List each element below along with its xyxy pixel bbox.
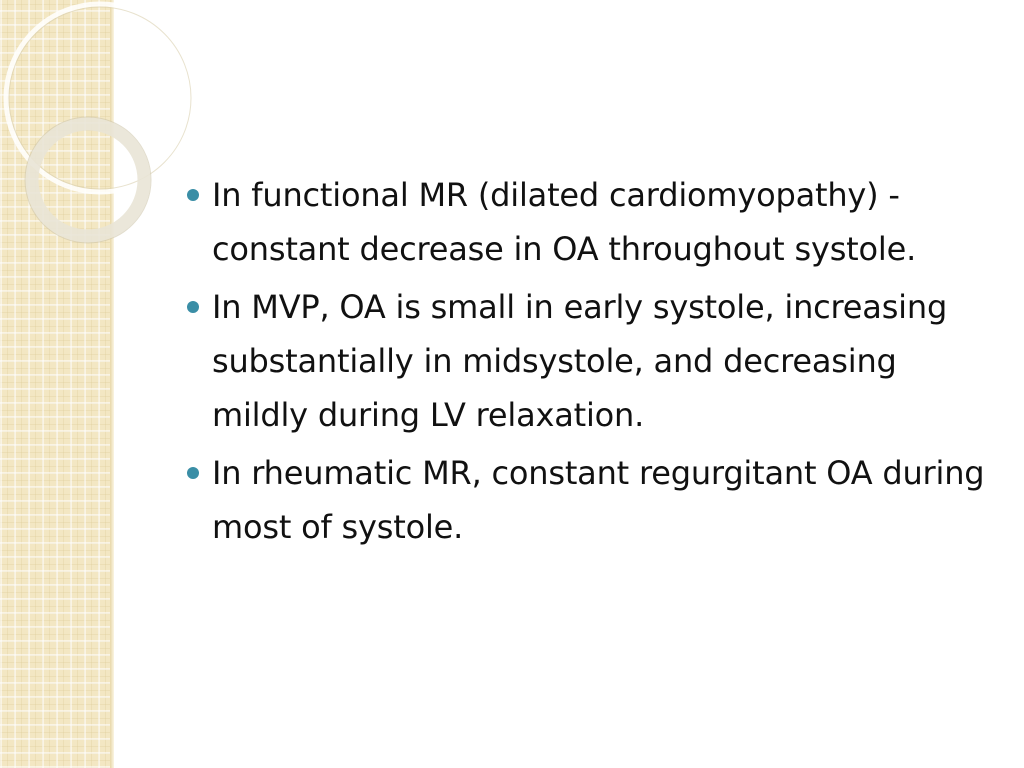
bullet-text: In MVP, OA is small in early systole, increasing substantially in midsystole, and decreasing mildly during LV relaxation.: [212, 288, 948, 434]
bullet-list: [184, 168, 994, 554]
bullet-icon: [187, 301, 199, 313]
bullet-text: In rheumatic MR, constant regurgitant OA during most of systole.: [212, 454, 985, 546]
decorative-rings: [0, 0, 140, 260]
bullet-icon: [187, 467, 199, 479]
slide-content: [184, 168, 994, 558]
bullet-text: In functional MR (dilated cardiomyopathy) - constant decrease in OA throughout systole.: [212, 176, 917, 268]
bullet-item: [184, 446, 994, 554]
bullet-icon: [187, 189, 199, 201]
bullet-item: [184, 280, 994, 442]
bullet-item: [184, 168, 994, 276]
